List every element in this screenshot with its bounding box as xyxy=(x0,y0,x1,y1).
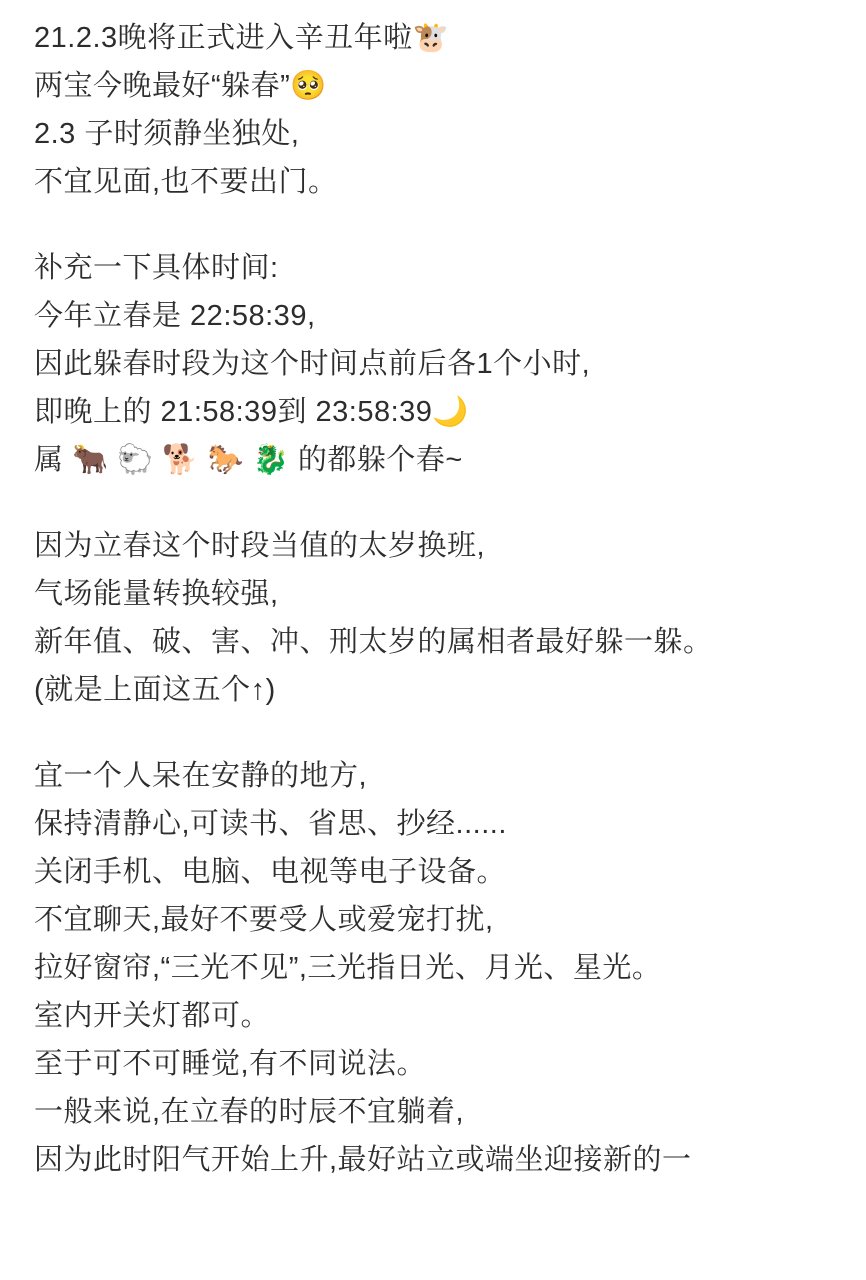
text-line: 因此躲春时段为这个时间点前后各1个小时, xyxy=(34,348,591,380)
text-line: 至于可不可睡觉,有不同说法。 xyxy=(34,1048,427,1080)
text-line: 补充一下具体时间: xyxy=(34,252,279,284)
text-line: 拉好窗帘,“三光不见”,三光指日光、月光、星光。 xyxy=(34,952,662,984)
text-line: 新年值、破、害、冲、刑太岁的属相者最好躲一躲。 xyxy=(34,626,713,658)
text-line: 因为此时阳气开始上升,最好站立或端坐迎接新的一 xyxy=(34,1144,692,1176)
text-line: (就是上面这五个↑) xyxy=(34,674,276,706)
text-line: 两宝今晚最好“躲春”🥺 xyxy=(34,70,327,102)
text-line: 2.3 子时须静坐独处, xyxy=(34,118,300,150)
text-line: 保持清静心,可读书、省思、抄经...... xyxy=(34,808,507,840)
text-line: 气场能量转换较强, xyxy=(34,578,279,610)
text-line: 今年立春是 22:58:39, xyxy=(34,300,316,332)
text-block-time-detail xyxy=(34,244,838,484)
text-line: 即晚上的 21:58:39到 23:58:39🌙 xyxy=(34,396,469,428)
text-block-advice xyxy=(34,752,838,1184)
text-block-intro xyxy=(34,14,838,206)
text-line: 因为立春这个时段当值的太岁换班, xyxy=(34,530,486,562)
text-line: 室内开关灯都可。 xyxy=(34,1000,271,1032)
text-block-reason xyxy=(34,522,838,714)
text-line: 一般来说,在立春的时辰不宜躺着, xyxy=(34,1096,465,1128)
text-line: 关闭手机、电脑、电视等电子设备。 xyxy=(34,856,507,888)
text-line: 21.2.3晚将正式进入辛丑年啦🐮 xyxy=(34,22,450,54)
text-line: 宜一个人呆在安静的地方, xyxy=(34,760,368,792)
text-line: 不宜聊天,最好不要受人或爱宠打扰, xyxy=(34,904,494,936)
text-line: 不宜见面,也不要出门。 xyxy=(34,166,338,198)
text-line: 属 🐂 🐑 🐕 🐎 🐉 的都躲个春~ xyxy=(34,444,463,476)
